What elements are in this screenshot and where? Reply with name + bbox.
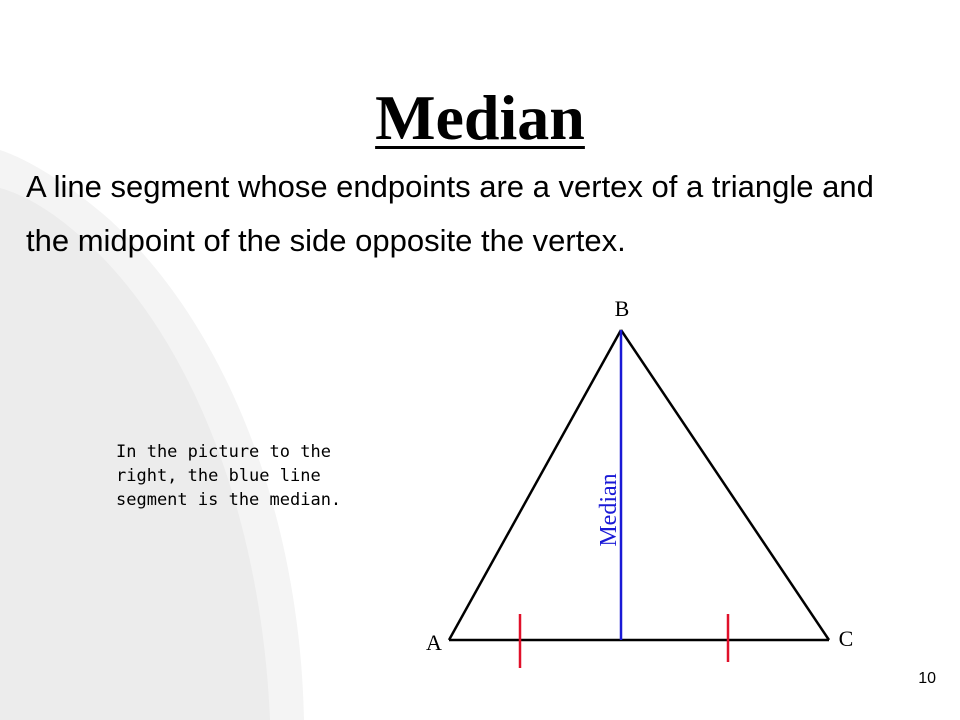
vertex-label-c: C — [838, 626, 854, 651]
figure-caption: In the picture to the right, the blue line segment is the median. — [116, 442, 342, 510]
median-label: Median — [596, 473, 622, 547]
vertex-label-a: A — [426, 630, 442, 655]
triangle-side-bc — [621, 330, 829, 640]
definition-text: A line segment whose endpoints are a vertex of a triangle and the midpoint of the side opposite the vertex. — [26, 169, 874, 258]
vertex-label-b: B — [614, 296, 630, 321]
page-number: 10 — [918, 670, 936, 687]
slide-title-text: Median — [375, 82, 585, 153]
